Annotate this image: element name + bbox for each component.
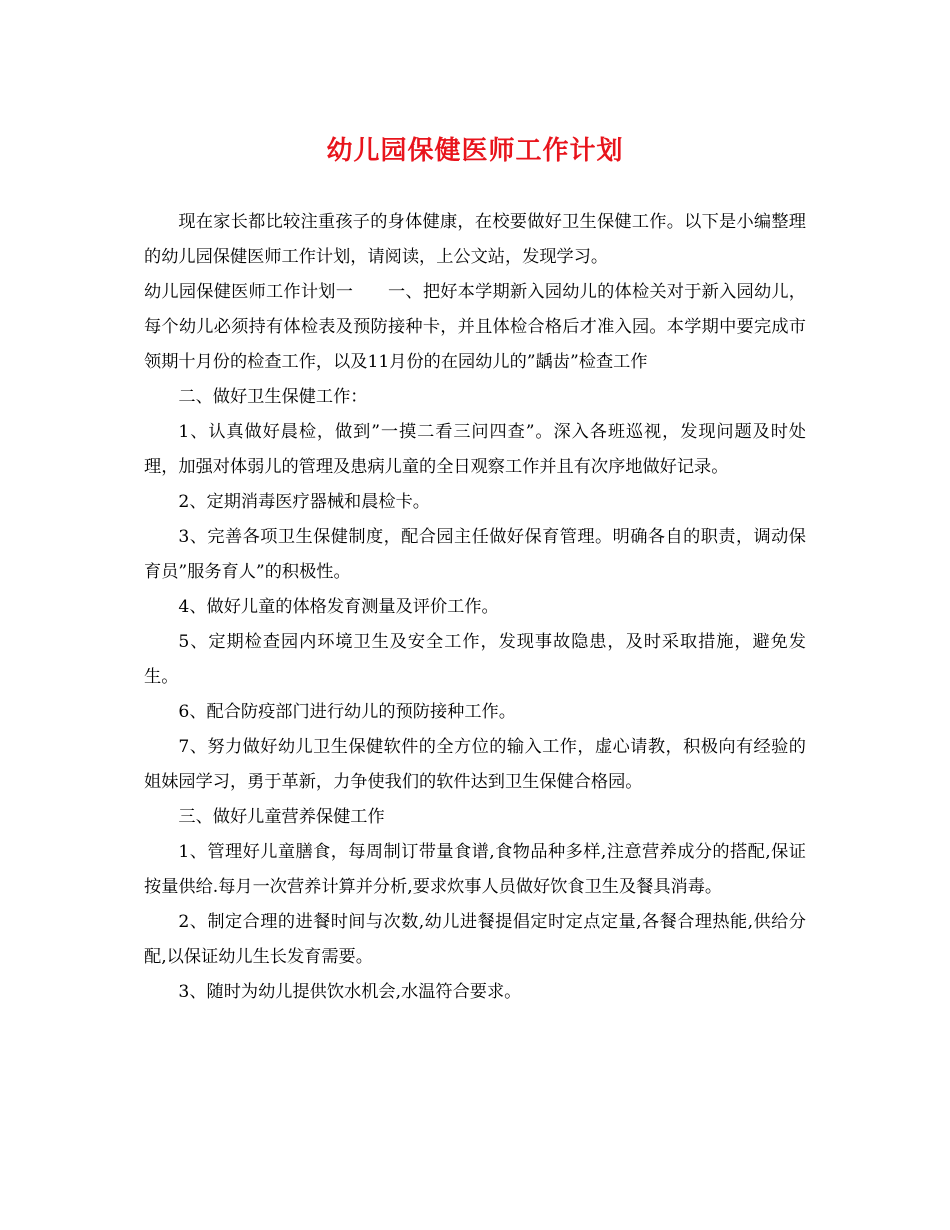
list-item: 3、随时为幼儿提供饮水机会,水温符合要求。	[178, 982, 522, 1002]
list-item: 6、配合防疫部门进行幼儿的预防接种工作。	[178, 702, 516, 722]
section-heading-three: 三、做好儿童营养保健工作	[178, 807, 385, 827]
document-body	[144, 205, 806, 1010]
section-heading-two: 二、做好卫生保健工作：	[178, 387, 368, 407]
paragraph-plan-one: 幼儿园保健医师工作计划一 一、把好本学期新入园幼儿的体检关对于新入园幼儿，每个幼儿必须持有体检表及预防接种卡，并且体检合格后才准入园。本学期中要完成市领期十月份的检查工作，以及11月份的在园幼儿的”龋齿”检查工作	[144, 282, 806, 372]
list-item: 2、定期消毒医疗器械和晨检卡。	[178, 492, 430, 512]
list-item: 1、管理好儿童膳食，每周制订带量食谱,食物品种多样,注意营养成分的搭配,保证按量供给.每月一次营养计算并分析,要求炊事人员做好饮食卫生及餐具消毒。	[144, 842, 806, 897]
list-item: 3、完善各项卫生保健制度，配合园主任做好保育管理。明确各自的职责，调动保育员”服务育人”的积极性。	[144, 527, 806, 582]
paragraph-intro: 现在家长都比较注重孩子的身体健康，在校要做好卫生保健工作。以下是小编整理的幼儿园保健医师工作计划，请阅读，上公文站，发现学习。	[144, 212, 806, 267]
list-item: 1、认真做好晨检，做到”一摸二看三问四查”。深入各班巡视，发现问题及时处理，加强对体弱儿的管理及患病儿童的全日观察工作并且有次序地做好记录。	[144, 422, 806, 477]
list-item: 5、定期检查园内环境卫生及安全工作，发现事故隐患，及时采取措施，避免发生。	[144, 632, 806, 687]
list-item: 2、制定合理的进餐时间与次数,幼儿进餐提倡定时定点定量,各餐合理热能,供给分配,以保证幼儿生长发育需要。	[144, 912, 806, 967]
list-item: 7、努力做好幼儿卫生保健软件的全方位的输入工作，虚心请教，积极向有经验的姐妹园学习，勇于革新，力争使我们的软件达到卫生保健合格园。	[144, 737, 806, 792]
list-item: 4、做好儿童的体格发育测量及评价工作。	[178, 597, 499, 617]
document-title: 幼儿园保健医师工作计划	[326, 136, 624, 166]
